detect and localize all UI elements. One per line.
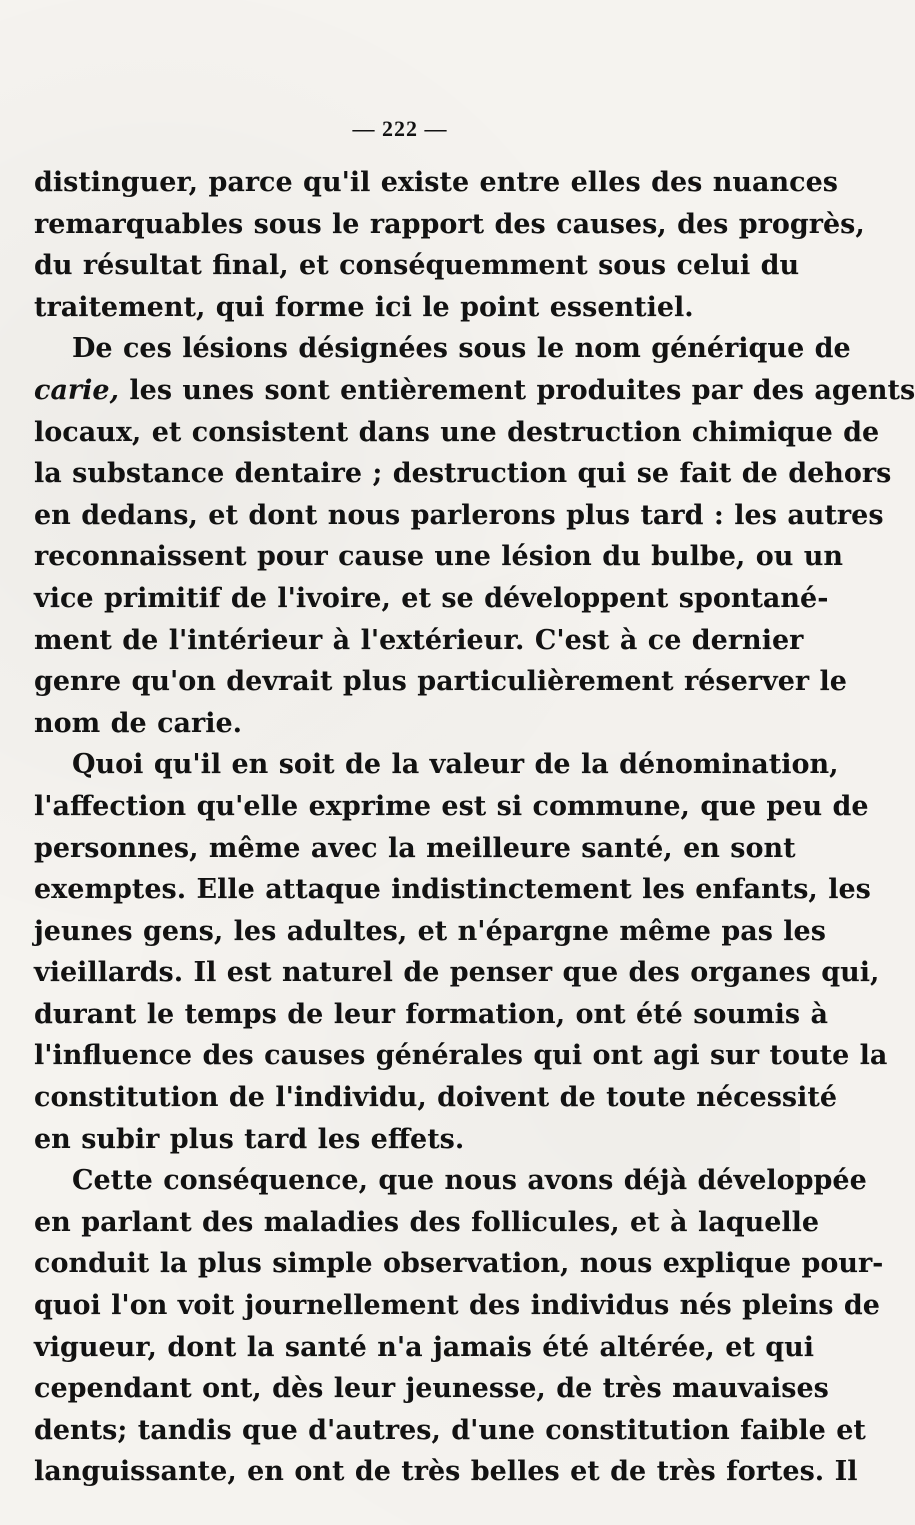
text-line-rest: les unes sont entièrement produites par des agents: [119, 374, 915, 406]
text-line: reconnaissent pour cause une lésion du bulbe, ou un: [34, 541, 844, 573]
text-line: la substance dentaire ; destruction qui se fait de dehors: [34, 458, 892, 490]
text-line: ment de l'intérieur à l'extérieur. C'est à ce dernier: [34, 624, 804, 656]
text-line: en parlant des maladies des follicules, et à laquelle: [34, 1206, 820, 1238]
text-line: conduit la plus simple observation, nous explique pour-: [34, 1248, 884, 1280]
text-line: quoi l'on voit journellement des individus nés pleins de: [34, 1290, 880, 1322]
text-line: nom de carie.: [34, 707, 243, 739]
paragraph-2: [34, 328, 915, 744]
text-line: vice primitif de l'ivoire, et se développent spontané-: [34, 582, 829, 614]
text-line: locaux, et consistent dans une destruction chimique de: [34, 416, 880, 448]
paragraph-1: [34, 162, 865, 328]
text-line: Cette conséquence, que nous avons déjà développée: [72, 1165, 867, 1197]
paragraph-3: [34, 744, 888, 1160]
text-line: distinguer, parce qu'il existe entre elles des nuances: [34, 167, 838, 198]
text-line: vigueur, dont la santé n'a jamais été altérée, et qui: [34, 1331, 815, 1363]
text-line: l'influence des causes générales qui ont agi sur toute la: [34, 1040, 888, 1072]
text-line: en dedans, et dont nous parlerons plus tard : les autres: [34, 499, 884, 531]
text-line: languissante, en ont de très belles et de très fortes. Il: [34, 1456, 858, 1488]
text-line: De ces lésions désignées sous le nom générique de: [72, 333, 851, 365]
body-text: [34, 162, 915, 1493]
page-number: — 222 —: [352, 116, 448, 141]
text-line: exemptes. Elle attaque indistinctement les enfants, les: [34, 874, 871, 906]
text-line: durant le temps de leur formation, ont été soumis à: [34, 998, 828, 1030]
text-line: jeunes gens, les adultes, et n'épargne même pas les: [34, 915, 826, 947]
text-line: Quoi qu'il en soit de la valeur de la dénomination,: [72, 749, 839, 781]
text-line: genre qu'on devrait plus particulièrement réserver le: [34, 666, 847, 698]
text-line: du résultat final, et conséquemment sous celui du: [34, 250, 800, 282]
text-line: l'affection qu'elle exprime est si commune, que peu de: [34, 790, 869, 822]
text-line: dents; tandis que d'autres, d'une constitution faible et: [34, 1414, 866, 1446]
text-line: en subir plus tard les effets.: [34, 1123, 465, 1155]
text-line: cependant ont, dès leur jeunesse, de très mauvaises: [34, 1373, 829, 1405]
text-line: remarquables sous le rapport des causes, des progrès,: [34, 208, 865, 240]
paragraph-4: [34, 1160, 884, 1493]
text-line: traitement, qui forme ici le point essentiel.: [34, 291, 694, 323]
text-line: constitution de l'individu, doivent de toute nécessité: [34, 1082, 838, 1114]
italic-term: carie,: [34, 374, 119, 406]
text-line: vieillards. Il est naturel de penser que des organes qui,: [34, 957, 880, 989]
text-line-italic-start: [34, 370, 915, 412]
text-line: personnes, même avec la meilleure santé, en sont: [34, 832, 796, 864]
